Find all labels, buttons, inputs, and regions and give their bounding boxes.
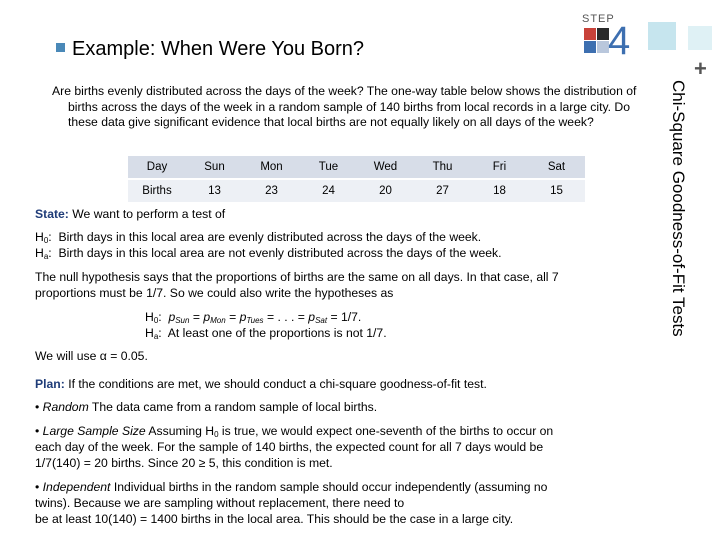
side-title: Chi-Square Goodness-of-Fit Tests <box>669 80 688 337</box>
null-line-2: proportions must be 1/7. So we could also write the hypotheses as <box>35 286 394 300</box>
h0-alt-line: $H_0$: $p_{Sun} = p_{Mon} = p_{Tues}$ = . . . = $p_{Sat} = 1/7$. <box>145 310 362 325</box>
ha-alt-subscript: a <box>153 332 159 341</box>
ha-subscript: a <box>43 252 49 261</box>
indep-text: Individual births in the random sample should occur independently (assuming no <box>113 480 548 494</box>
state-text: We want to perform a test of <box>72 207 226 221</box>
table-cell: 27 <box>414 179 471 203</box>
table-row-label: Births <box>128 179 186 203</box>
random-text: The data came from a random sample of local births. <box>91 400 378 414</box>
intro-text <box>52 84 652 131</box>
condition-indep-1 <box>35 480 547 496</box>
table-cell: Thu <box>414 156 471 179</box>
plan-text: If the conditions are met, we should conduct a chi-square goodness-of-fit test. <box>68 377 487 391</box>
table-cell: Sun <box>186 156 243 179</box>
table-cell: Sat <box>528 156 585 179</box>
ha-alt-text: At least one of the proportions is not 1/7. <box>167 326 387 340</box>
bullet: • <box>35 400 40 414</box>
intro-paragraph: Are births evenly distributed across the days of the week? The one-way table below shows the distribution of births across the days of the week in a random sample of 140 births from local records in a large city. Do these data give significant evidence that local births are not equally likely on all days of the week? <box>52 84 637 129</box>
ha-symbol: H <box>35 246 44 260</box>
plan-label: Plan: <box>35 377 65 391</box>
h0-alt-symbol: H <box>145 310 154 324</box>
bullet: • <box>35 424 40 438</box>
state-label: State: <box>35 207 69 221</box>
condition-random <box>35 400 377 416</box>
eq-1: = <box>189 310 204 324</box>
h0-symbol: H <box>35 230 44 244</box>
state-line <box>35 207 225 223</box>
condition-large-1 <box>35 424 553 440</box>
p-symbol: p <box>308 310 316 324</box>
condition-large-2: each day of the week. For the sample of 140 births, the expected count for all 7 days would be <box>35 440 544 454</box>
logo-step-text: STEP <box>582 13 615 25</box>
table-cell: Fri <box>471 156 528 179</box>
large-label: Large Sample Size <box>42 424 146 438</box>
eq-2: = <box>225 310 240 324</box>
ha-text: Birth days in this local area are not evenly distributed across the days of the week. <box>58 246 502 260</box>
table-cell: 15 <box>528 179 585 203</box>
h0-text: Birth days in this local area are evenly distributed across the days of the week. <box>58 230 482 244</box>
table-header-row <box>128 156 585 179</box>
condition-large-3: 1/7(140) = 20 births. Since 20 ≥ 5, this condition is met. <box>35 456 333 470</box>
alpha-line: We will use α = 0.05. <box>35 349 148 363</box>
plan-line <box>35 377 487 393</box>
h0-subscript: 0 <box>43 236 49 245</box>
table-header-day: Day <box>128 156 186 179</box>
table-cell: 13 <box>186 179 243 203</box>
eq-end: = 1/7. <box>327 310 362 324</box>
condition-indep-3: be at least 10(140) = 1400 births in the local area. This should be the case in a large city. <box>35 512 514 526</box>
p-sub-tues: Tues <box>246 316 264 325</box>
p-sub-mon: Mon <box>210 316 226 325</box>
p-symbol: p <box>203 310 211 324</box>
h0-line: $H_0$: Birth days in this local area are evenly distributed across the days of the week. <box>35 230 482 245</box>
births-table <box>128 156 585 204</box>
table-cell: Tue <box>300 156 357 179</box>
table-cell: Wed <box>357 156 414 179</box>
page-title: Example: When Were You Born? <box>72 38 365 60</box>
table-cell: 20 <box>357 179 414 203</box>
p-symbol: p <box>168 310 176 324</box>
bullet: • <box>35 480 40 494</box>
eq-mid: = . . . = <box>263 310 309 324</box>
large-text-b: is true, we would expect one-seventh of the births to occur on <box>221 424 554 438</box>
table-cell: Mon <box>243 156 300 179</box>
random-label: Random <box>42 400 89 414</box>
title-bullet <box>56 43 65 52</box>
large-text-a: Assuming H <box>148 424 215 438</box>
p-sub-sat: Sat <box>315 316 328 325</box>
null-line-1: The null hypothesis says that the proportions of births are the same on all days. In that case, all 7 <box>35 270 559 284</box>
h0-alt-subscript: 0 <box>153 316 159 325</box>
ha-alt-symbol: H <box>145 326 154 340</box>
p-symbol: p <box>239 310 247 324</box>
table-cell: 18 <box>471 179 528 203</box>
p-sub-sun: Sun <box>175 316 190 325</box>
large-subscript: 0 <box>214 430 219 439</box>
table-cell: 24 <box>300 179 357 203</box>
table-cell: 23 <box>243 179 300 203</box>
table-row <box>128 179 585 203</box>
ha-alt-line: $H_a$: At least one of the proportions is not 1/7. <box>145 326 387 341</box>
logo-number: 4 <box>608 19 631 63</box>
ha-line: $H_a$: Birth days in this local area are not evenly distributed across the days of the week. <box>35 246 502 261</box>
indep-label: Independent <box>42 480 111 494</box>
plus-icon: + <box>694 56 707 81</box>
condition-indep-2: twins). Because we are sampling without replacement, there need to <box>35 496 405 510</box>
step-logo <box>580 8 636 64</box>
